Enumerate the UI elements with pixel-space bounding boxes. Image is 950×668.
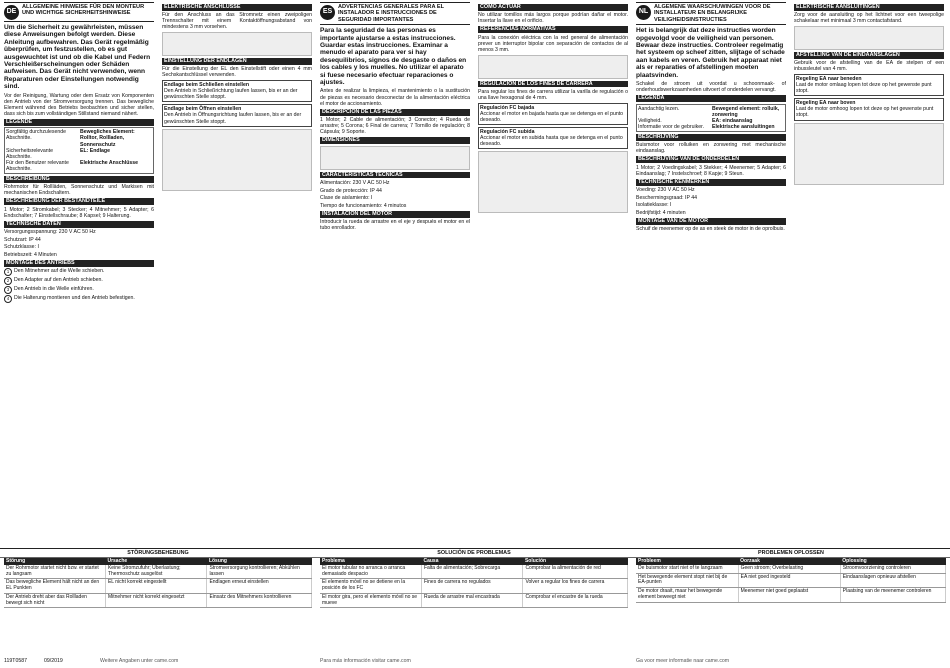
- dutch-conn-heading: ELEKTRISCHE AANSLUITINGEN: [794, 4, 944, 11]
- spanish-down-box: [478, 103, 628, 125]
- dutch-tech-2: Beschermingsgraad: IP 44: [636, 194, 698, 201]
- dutch-up-heading: Regeling EA naar boven: [796, 100, 856, 107]
- dutch-legend-heading: LEGENDA: [636, 95, 786, 102]
- spanish-inst: Introducir la rueda de arrastre en el eje y después el motor en el tubo enrollador.: [320, 219, 470, 232]
- german-close-heading: Endlage beim Schließen einstellen: [164, 82, 250, 89]
- german-subcolumn-right: [162, 2, 312, 545]
- table-header: Problema: [320, 558, 421, 565]
- spanish-subcolumn-left: [320, 2, 470, 545]
- german-legend: [4, 127, 154, 174]
- german-title-box: [4, 2, 154, 22]
- footer-de: Weitere Angaben unter came.com: [100, 658, 179, 664]
- german-paragraph: Vor der Reinigung, Wartung oder dem Ersatz von Komponenten den Antrieb von der Stromversorgung trennen. Das bewegliche Element während des Betriebs beobachten und sicher stellen, dass sich bis zum vollständigen Stillstand niemand nähert.: [4, 92, 154, 117]
- spanish-inst-heading: INSTALACIÓN DEL MOTOR: [320, 211, 470, 218]
- dutch-up-box: [794, 98, 944, 120]
- dutch-title-box: [636, 2, 786, 25]
- german-open-heading: Endlage beim Öffnen einstellen: [164, 106, 242, 113]
- table-header: Probleem: [636, 558, 738, 565]
- legend-item: Elektrische aansluitingen: [712, 123, 775, 130]
- column-dutch: [636, 2, 944, 545]
- german-troubleshooting-table: [4, 558, 312, 658]
- table-row: El motor gira, pero el elemento móvil no se mueve Rueda de arrastre mal encastrada Comprobar el encastre de la rueda: [320, 593, 628, 607]
- table-header: Ursache: [105, 558, 206, 565]
- spanish-reg-heading: REGULACIÓN DE LOS FINES DE CARRERA: [478, 81, 628, 88]
- dutch-lead: Het is belangrijk dat deze instructies worden opgevolgd voor de veiligheid van personen. Bewaar deze instructies. Controleer regelmatig het systeem op scheef zitten, slijtage of schade aan kabels en veren. Gebruik het apparaat niet als er reparaties of afstellingen moeten plaatsvinden.: [636, 27, 785, 79]
- dutch-inst: Schuif de meenemer op de as en steek de motor in de oprolbuis.: [636, 226, 785, 233]
- list-item: 1 Den Mitnehmer auf die Welle schieben.: [4, 268, 154, 276]
- spanish-down: Accionar el motor en bajada hasta que se detenga en el punto deseado.: [480, 110, 624, 123]
- spanish-parts-heading: DESCRIPCIÓN DE LAS PIEZAS: [320, 109, 470, 116]
- legend-item: Informatie voor de gebruiker.: [638, 123, 705, 130]
- de-trouble-title: STÖRUNGSBEHEBUNG: [127, 550, 189, 556]
- german-title: ALLGEMEINE HINWEISE FÜR DEN MONTEUR UND WICHTIGE SICHERHEITSHINWEISE: [22, 4, 145, 17]
- legend-item: EA: eindaanslag: [712, 117, 753, 124]
- footer-es: Para más información visitar came.com: [320, 658, 411, 664]
- list-item: 3 Den Antrieb in die Welle einführen.: [4, 286, 154, 294]
- troubleshooting-titles: [0, 549, 950, 558]
- legend-item: Bewegend element: rolluik, zonwering: [712, 105, 780, 118]
- dutch-ends: Gebruik voor de afstelling van de EA de stelpen of een inbussleutel van 4 mm.: [794, 60, 944, 73]
- dutch-paragraph: Schakel de stroom uit voordat u schoonmaak- of onderhoudswerkzaamheden uitvoert of onderdelen vervangt.: [636, 81, 786, 94]
- spanish-dim-heading: DIMENSIONES: [320, 137, 470, 144]
- spanish-up: Accionar el motor en subida hasta que se detenga en el punto deseado.: [480, 134, 623, 148]
- dutch-title: ALGEMENE WAARSCHUWINGEN VOOR DE INSTALLATEUR EN BELANGRIJKE VEILIGHEIDSINSTRUCTIES: [654, 4, 771, 23]
- spanish-subcolumn-right: [478, 2, 628, 545]
- wiring-illustration: [794, 26, 944, 50]
- dutch-down: Laat de motor omlaag lopen tot deze op het gewenste punt stopt.: [796, 82, 932, 95]
- table-header: Causa: [421, 558, 522, 565]
- legend-item: Sorgfältig durchzulesende Abschnitte.: [6, 129, 66, 142]
- german-tech-2: Schutzart: IP 44: [4, 236, 41, 243]
- german-open-box: [162, 104, 312, 126]
- german-legend-heading: LEGENDE: [4, 119, 154, 126]
- spanish-down-heading: Regulación FC bajada: [480, 104, 535, 111]
- list-item: 4 Die Halterung montieren und den Antrieb befestigen.: [4, 295, 154, 303]
- german-close-box: [162, 80, 312, 102]
- spanish-title-box: [320, 2, 470, 25]
- dutch-legend: [636, 104, 786, 132]
- endstop-illustration: [794, 123, 944, 185]
- legend-item: Veiligheid.: [638, 117, 662, 124]
- german-description: Rohrmotor für Rollläden, Sonnenschutz und Markisen mit mechanischen Endschaltern.: [4, 184, 154, 197]
- footer-nl: Ga voor meer informatie naar came.com: [636, 658, 730, 664]
- list-item: 2 Den Adapter auf den Antrieb schieben.: [4, 277, 154, 285]
- endstop-illustration: [478, 151, 628, 213]
- spanish-up-box: [478, 127, 628, 149]
- nl-trouble-title: PROBLEMEN OPLOSSEN: [758, 550, 824, 556]
- german-tech-3: Schutzklasse: I: [4, 244, 39, 251]
- spanish-tech-3: Clase de aislamiento: I: [320, 195, 373, 202]
- table-header: Störung: [4, 558, 105, 565]
- german-description-heading: BESCHREIBUNG: [4, 176, 154, 183]
- spanish-ref: Para la conexión eléctrica con la red general de alimentación prever un interruptor bipolar con separación de contactos de al menos 3 mm.: [478, 34, 628, 53]
- dutch-parts-heading: BESCHRIJVING VAN DE ONDERDELEN: [636, 156, 786, 163]
- german-ends-heading: EINSTELLUNG DER ENDLAGEN: [162, 58, 312, 65]
- dutch-down-box: [794, 74, 944, 96]
- spanish-warn-heading: CÓMO ACTUAR: [478, 4, 628, 11]
- german-parts: 1 Motor; 2 Stromkabel; 3 Stecker; 4 Mitnehmer; 5 Adapter; 6 Endschalter; 7 Einstellschraube; 8 Kapsel; 9 Halterung.: [4, 206, 154, 219]
- endstop-illustration: [162, 129, 312, 191]
- column-german: [4, 2, 312, 545]
- german-subcolumn-left: [4, 2, 154, 545]
- german-parts-heading: BESCHREIBUNG DER BESTANDTEILE: [4, 198, 154, 205]
- table-row: Der Rohrmotor startet nicht bzw. er startet zu langsam Keine Stromzufuhr; Überlastung; Thermoschutz ausgelöst Stromversorgung kontrollieren; Abkühlen lassen: [4, 565, 312, 579]
- table-header: Lösung: [207, 558, 312, 565]
- dutch-ends-heading: AFSTELLING VAN DE EINDAANSLAGEN: [794, 52, 944, 59]
- wiring-illustration: [162, 32, 312, 56]
- dutch-up: Laat de motor omhoog lopen tot deze op het gewenste punt stopt.: [796, 106, 934, 119]
- table-row: El elemento móvil no se detiene en la posición de los FC Fines de carrera no regulados Volver a regular los fines de carrera: [320, 579, 628, 593]
- dutch-tech-heading: TECHNISCHE KENMERKEN: [636, 179, 786, 186]
- spanish-tech-heading: CARACTERÍSTICAS TÉCNICAS: [320, 172, 470, 179]
- dutch-troubleshooting-table: [636, 558, 946, 658]
- table-row: Das bewegliche Element hält nicht an den EL Punkten EL nicht korrekt eingestellt Endlagen erneut einstellen: [4, 579, 312, 593]
- language-badge-es: ES: [320, 5, 335, 20]
- legend-item: Elektrische Anschlüsse: [80, 159, 139, 166]
- dutch-subcolumn-left: [636, 2, 786, 545]
- table-row: Het bewegende element stopt niet bij de EA-punten EA niet goed ingesteld Eindaanslagen opnieuw afstellen: [636, 573, 946, 587]
- german-mount-heading: MONTAGE DES ANTRIEBS: [4, 260, 154, 267]
- dutch-conn: Zorg voor de aansluiting op het lichtnet voor een tweepolige schakelaar met minimaal 3 mm contactafstand.: [794, 12, 944, 25]
- spanish-tech-4: Tiempo de funcionamiento: 4 minutos: [320, 202, 407, 209]
- language-badge-de: DE: [4, 5, 19, 20]
- legend-item: Sicherheitsrelevante Abschnitte.: [6, 147, 54, 160]
- table-header: Oorzaak: [738, 558, 840, 565]
- table-header: Solución: [523, 558, 628, 565]
- dutch-tech-1: Voeding: 230 V AC 50 Hz: [636, 187, 695, 194]
- german-open: Den Antrieb in Öffnungsrichtung laufen lassen, bis er an der gewünschten Stelle stoppt.: [164, 112, 302, 125]
- legend-item: EL: Endlage: [80, 147, 110, 154]
- spanish-lead: Para la seguridad de las personas es importante ajustarse a estas instrucciones. Guardar estas instrucciones. Examinar a menudo el aparato para ver si hay desequilibrios, signos de desgaste o daños en los cables y los muelles. No utilizar el aparato si fuese necesario efectuar reparaciones o ajustes.: [320, 27, 467, 87]
- table-row: De motor draait, maar het bewegende element beweegt niet Meenemer niet goed geplaatst Plaatsing van de meenemer controleren: [636, 588, 946, 602]
- spanish-tech-1: Alimentación: 230 V AC 50 Hz: [320, 179, 390, 186]
- troubleshooting-section: [0, 548, 950, 668]
- spanish-reg: Para regular los fines de carrera utilizar la varilla de regulación o una llave hexagonal de 4 mm.: [478, 88, 628, 101]
- dutch-tech-3: Isolatieklasse: I: [636, 202, 672, 209]
- german-ends: Für die Einstellung der EL den Einstellstift oder einen 4 mm Sechskantschlüssel verwenden.: [162, 66, 312, 79]
- legend-item: Für den Benutzer relevante Abschnitte.: [6, 159, 69, 172]
- german-close: Den Antrieb in Schließrichtung laufen lassen, bis er an der gewünschten Stelle stoppt.: [164, 88, 298, 101]
- dutch-tech-4: Bedrijfstijd: 4 minuten: [636, 209, 686, 216]
- dutch-inst-heading: MONTAGE VAN DE MOTOR: [636, 218, 786, 225]
- dutch-description-heading: BESCHRIJVING: [636, 134, 786, 141]
- table-header: Oplossing: [840, 558, 945, 565]
- german-tech-heading: TECHNISCHE DATEN: [4, 221, 154, 228]
- spanish-tech-2: Grado de protección: IP 44: [320, 187, 382, 194]
- dutch-subcolumn-right: [794, 2, 944, 545]
- dutch-down-heading: Regeling EA naar beneden: [796, 75, 862, 82]
- spanish-paragraph: Antes de realizar la limpieza, el mantenimiento o la sustitución de piezas es necesario desconectar de la alimentación eléctrica el motor de accionamiento.: [320, 88, 470, 107]
- german-elec-heading: ELEKTRISCHE ANSCHLÜSSE: [162, 4, 312, 11]
- table-row: De buismotor start niet of te langzaam Geen stroom; Overbelasting Stroomvoorziening controleren: [636, 565, 946, 573]
- legend-item: Bewegliches Element: Rolltor, Rollladen, Sonnenschutz: [80, 129, 135, 148]
- dimensions-illustration: [320, 146, 470, 170]
- table-row: El motor tubular no arranca o arranca demasiado despacio Falta de alimentación; Sobrecarga Comprobar la alimentación de red: [320, 565, 628, 579]
- table-row: Der Antrieb dreht aber das Rollladen bewegt sich nicht Mitnehmer nicht korrekt eingesetzt Einsatz des Mitnehmers kontrollieren: [4, 593, 312, 607]
- es-trouble-title: SOLUCIÓN DE PROBLEMAS: [437, 550, 511, 556]
- dutch-parts: 1 Motor; 2 Voedingskabel; 3 Stekker; 4 Meenemer; 5 Adapter; 6 Eindaanslag; 7 Instelschroef; 8 Kapje; 9 Steun.: [636, 164, 786, 177]
- dutch-description: Buismotor voor rolluiken en zonwering met mechanische eindaanslag.: [636, 142, 786, 155]
- german-tech-1: Versorgungsspannung: 230 V AC 50 Hz: [4, 229, 96, 236]
- spanish-ref-heading: REFERENCIAS NORMATIVAS: [478, 26, 628, 33]
- legend-item: Aandachtig lezen.: [638, 105, 680, 112]
- spanish-up-heading: Regulación FC subida: [480, 128, 535, 135]
- german-tech-4: Betriebszeit: 4 Minuten: [4, 252, 57, 259]
- language-badge-nl: NL: [636, 5, 651, 20]
- footer: [0, 658, 950, 667]
- spanish-warn: No utilizar tomillos más largos porque podrían dañar el motor. Insertar la llave en el orificio.: [478, 12, 628, 25]
- spanish-troubleshooting-table: [320, 558, 628, 658]
- german-lead: Um die Sicherheit zu gewährleisten, müssen diese Anweisungen befolgt werden. Diese Anleitung aufbewahren. Das Gerät regelmäßig überprüfen, um festzustellen, ob es gut ausgewuchtet ist und ob die Kabel und Federn Verschleißerscheinungen oder Schäden aufweisen. Das Gerät nicht verwenden, wenn Reparaturen oder Einstellungen notwendig sind.: [4, 24, 151, 91]
- doc-date: 09/2019: [44, 658, 63, 664]
- spanish-title: ADVERTENCIAS GENERALES PARA EL INSTALADOR E INSTRUCCIONES DE SEGURIDAD IMPORTANTES: [338, 4, 444, 23]
- spanish-parts: 1 Motor; 2 Cable de alimentación; 3 Conector; 4 Rueda de arrastre; 5 Corona; 6 Final de carrera; 7 Tornillo de regulación; 8 Cápsula; 9 Soporte.: [320, 117, 470, 136]
- doc-code: 119T0587: [4, 658, 27, 664]
- wiring-illustration: [478, 55, 628, 79]
- german-elec: Für den Anschluss an das Stromnetz einen zweipoligen Trennschalter mit einem Kontaktöffnungsabstand von mindestens 3 mm vorsehen.: [162, 12, 312, 31]
- column-spanish: [320, 2, 628, 545]
